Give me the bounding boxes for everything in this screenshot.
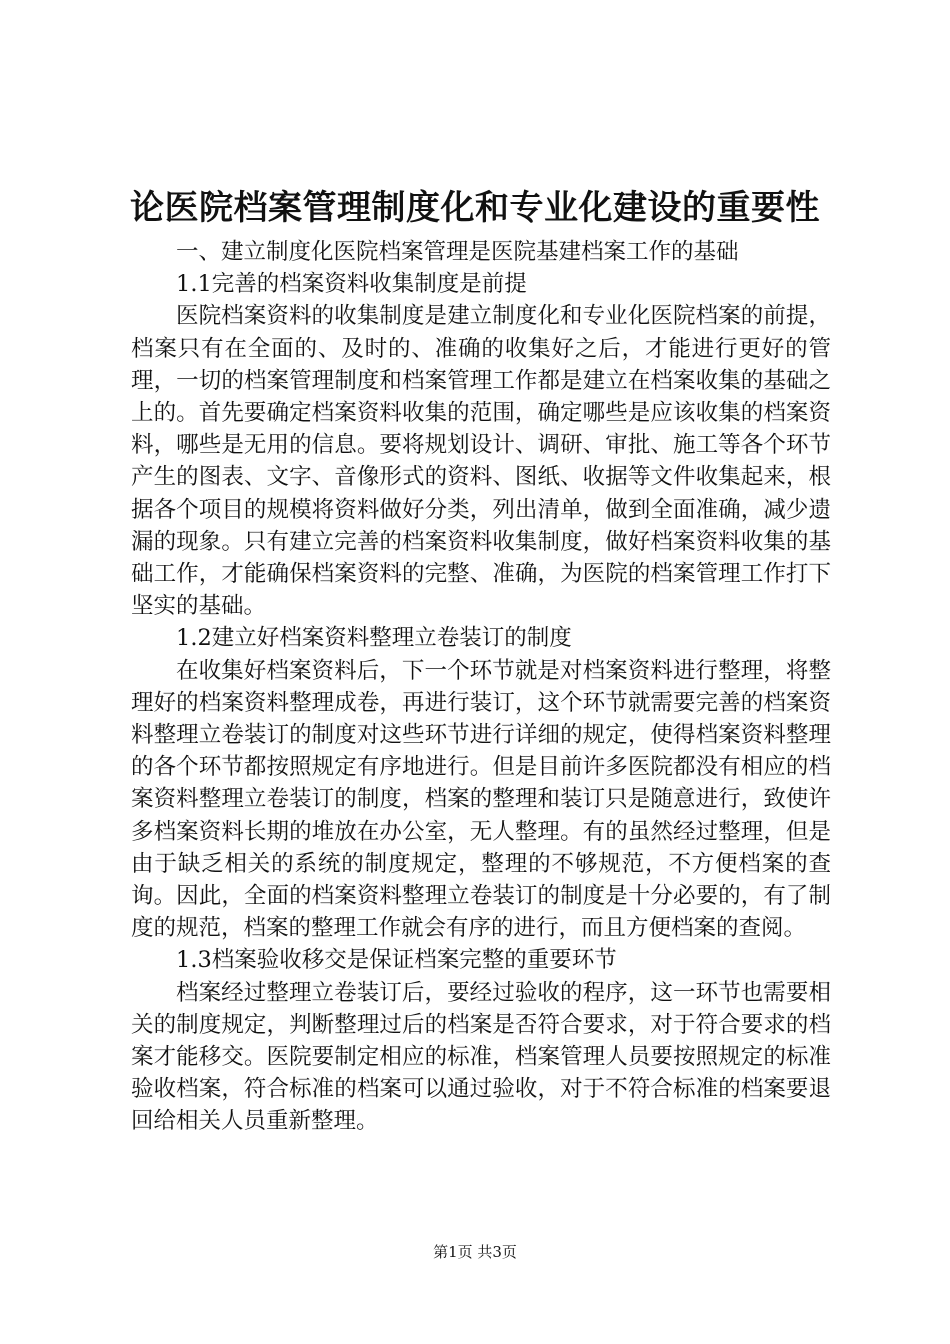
body-paragraph-3: 档案经过整理立卷装订后，要经过验收的程序，这一环节也需要相关的制度规定，判断整理过后的档案是否符合要求，对于符合要求的档案才能移交。医院要制定相应的标准，档案管理人员要按照规定的标准验收档案，符合标准的档案可以通过验收，对于不符合标准的档案要退回给相关人员重新整理。 [131, 979, 831, 1135]
body-paragraph-2: 在收集好档案资料后，下一个环节就是对档案资料进行整理，将整理好的档案资料整理成卷，再进行装订，这个环节就需要完善的档案资料整理立卷装订的制度对这些环节进行详细的规定，使得档案资料整理的各个环节都按照规定有序地进行。但是目前许多医院都没有相应的档案资料整理立卷装订的制度，档案的整理和装订只是随意进行，致使许多档案资料长期的堆放在办公室，无人整理。有的虽然经过整理，但是由于缺乏相关的系统的制度规定，整理的不够规范，不方便档案的查询。因此，全面的档案资料整理立卷装订的制度是十分必要的，有了制度的规范，档案的整理工作就会有序的进行，而且方便档案的查阅。 [131, 657, 831, 942]
document-body [131, 236, 831, 1138]
page-footer: 第1页 共3页 [433, 1243, 517, 1261]
document-title: 论医院档案管理制度化和专业化建设的重要性 [130, 188, 820, 228]
body-paragraph-1: 医院档案资料的收集制度是建立制度化和专业化医院档案的前提，档案只有在全面的、及时的、准确的收集好之后，才能进行更好的管理，一切的档案管理制度和档案管理工作都是建立在档案收集的基础之上的。首先要确定档案资料收集的范围，确定哪些是应该收集的档案资料，哪些是无用的信息。要将规划设计、调研、审批、施工等各个环节产生的图表、文字、音像形式的资料、图纸、收据等文件收集起来，根据各个项目的规模将资料做好分类，列出清单，做到全面准确，减少遗漏的现象。只有建立完善的档案资料收集制度，做好档案资料收集的基础工作，才能确保档案资料的完整、准确，为医院的档案管理工作打下坚实的基础。 [131, 303, 831, 620]
subsection-heading-1-2: 1.2建立好档案资料整理立卷装订的制度 [176, 625, 572, 652]
subsection-heading-1-1: 1.1完善的档案资料收集制度是前提 [176, 271, 527, 298]
section-heading-1: 一、建立制度化医院档案管理是医院基建档案工作的基础 [176, 239, 739, 265]
subsection-heading-1-3: 1.3档案验收移交是保证档案完整的重要环节 [176, 947, 617, 974]
